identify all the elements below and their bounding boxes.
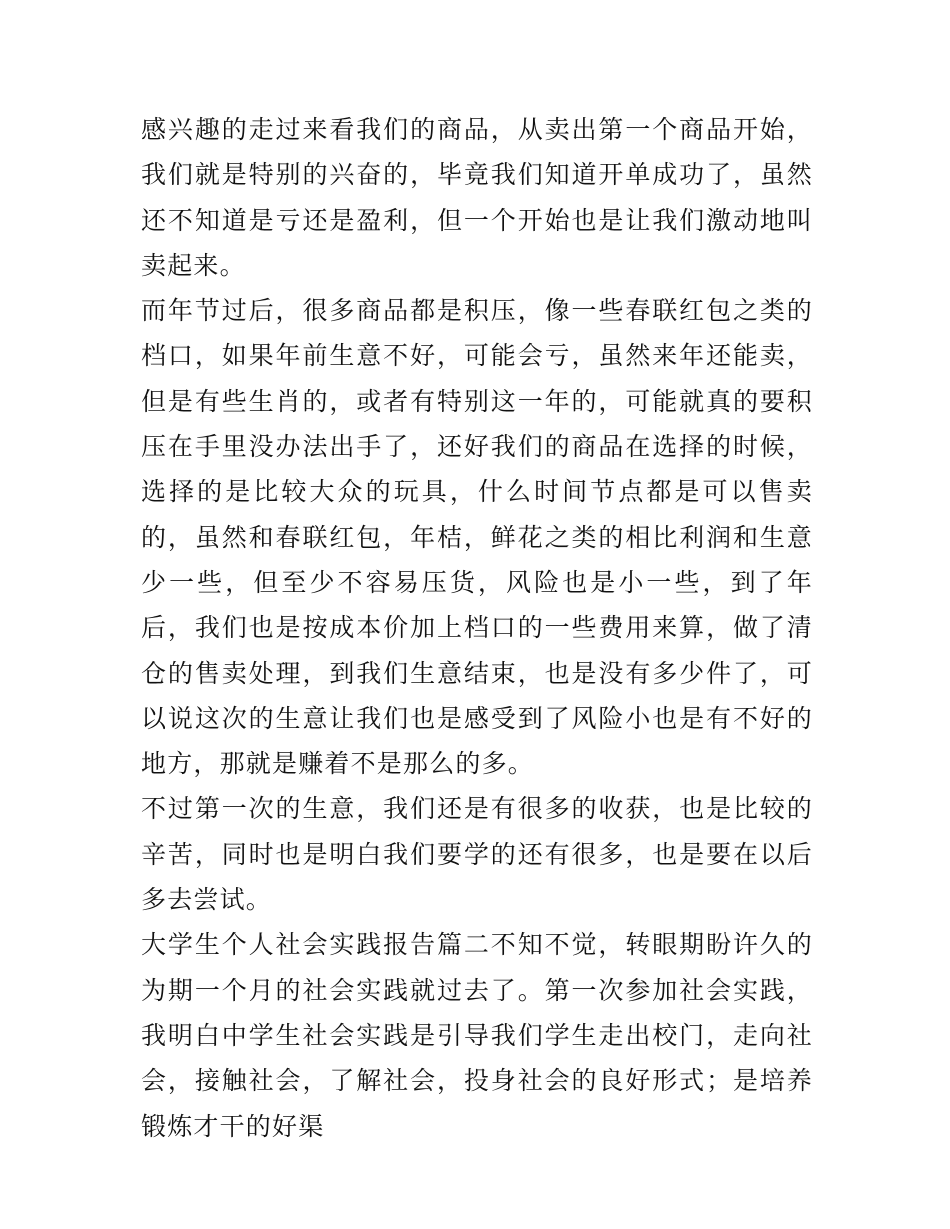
paragraph-2: 而年节过后，很多商品都是积压，像一些春联红包之类的档口，如果年前生意不好，可能会亏，虽然来年还能卖，但是有些生肖的，或者有特别这一年的，可能就真的要积压在手里没办法出手了，还好我们的商品在选择的时候，选择的是比较大众的玩具，什么时间节点都是可以售卖的，虽然和春联红包，年桔，鲜花之类的相比利润和生意少一些，但至少不容易压货，风险也是小一些，到了年后，我们也是按成本价加上档口的一些费用来算，做了清仓的售卖处理，到我们生意结束，也是没有多少件了，可以说这次的生意让我们也是感受到了风险小也是有不好的地方，那就是赚着不是那么的多。 xyxy=(141,296,813,779)
paragraph-4: 大学生个人社会实践报告篇二不知不觉，转眼期盼许久的为期一个月的社会实践就过去了。第一次参加社会实践，我明白中学生社会实践是引导我们学生走出校门，走向社会，接触社会，了解社会，投身社会的良好形式；是培养锻炼才干的好渠 xyxy=(141,930,813,1141)
document-body xyxy=(141,107,813,1149)
paragraph-1: 感兴趣的走过来看我们的商品，从卖出第一个商品开始，我们就是特别的兴奋的，毕竟我们知道开单成功了，虽然还不知道是亏还是盈利，但一个开始也是让我们激动地叫卖起来。 xyxy=(141,115,813,280)
paragraph-3: 不过第一次的生意，我们还是有很多的收获，也是比较的辛苦，同时也是明白我们要学的还有很多，也是要在以后多去尝试。 xyxy=(141,794,813,915)
